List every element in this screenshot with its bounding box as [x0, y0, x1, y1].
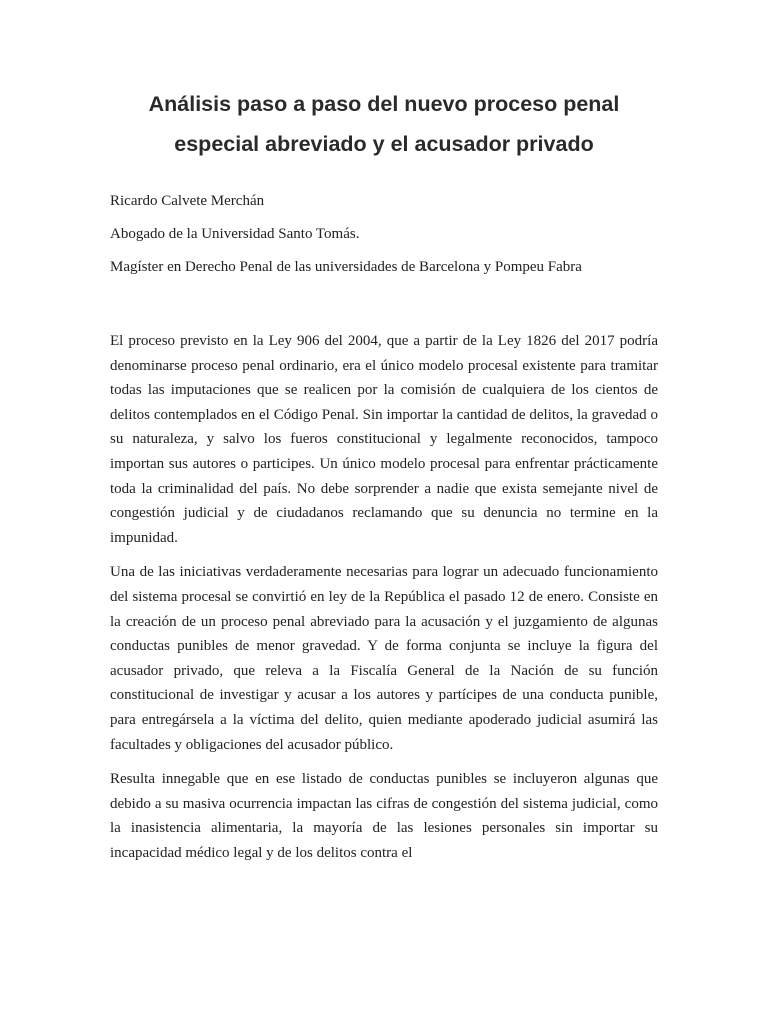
- title-line-2: especial abreviado y el acusador privado: [174, 132, 594, 156]
- body-paragraph-3: Resulta innegable que en ese listado de conductas punibles se incluyeron algunas que debido a su masiva ocurrencia impactan las cifras de congestión del sistema judicial, como la inasistencia alimentaria, la mayoría de las lesiones personales sin importar su incapacidad médico legal y de los delitos contra el: [110, 771, 658, 861]
- author-credential-2: Magíster en Derecho Penal de las universidades de Barcelona y Pompeu Fabra: [110, 259, 582, 275]
- author-name: Ricardo Calvete Merchán: [110, 193, 265, 209]
- author-credential-1: Abogado de la Universidad Santo Tomás.: [110, 226, 360, 242]
- body-paragraph-2: Una de las iniciativas verdaderamente necesarias para lograr un adecuado funcionamiento del sistema procesal se convirtió en ley de la República el pasado 12 de enero. Consiste en la creación de un proceso penal abreviado para la acusación y el juzgamiento de algunas conductas punibles de menor gravedad. Y de forma conjunta se incluye la figura del acusador privado, que releva a la Fiscalía General de la Nación de su función constitucional de investigar y acusar a los autores y partícipes de una conducta punible, para entregársela a la víctima del delito, quien mediante apoderado judicial asumirá las facultades y obligaciones del acusador público.: [110, 564, 658, 753]
- document-body: [110, 329, 658, 865]
- title-line-1: Análisis paso a paso del nuevo proceso penal: [148, 92, 620, 116]
- body-paragraph-1: El proceso previsto en la Ley 906 del 2004, que a partir de la Ley 1826 del 2017 podría denominarse proceso penal ordinario, era el único modelo procesal existente para tramitar todas las imputaciones que se realicen por la comisión de cualquiera de los cientos de delitos contemplados en el Código Penal. Sin importar la cantidad de delitos, la gravedad o su naturaleza, y salvo los fueros constitucional y legalmente reconocidos, tampoco importan sus autores o participes. Un único modelo procesal para enfrentar prácticamente toda la criminalidad del país. No debe sorprender a nadie que exista semejante nivel de congestión judicial y de ciudadanos reclamando que su denuncia no termine en la impunidad.: [110, 333, 658, 546]
- author-block: [110, 190, 658, 278]
- document-title: [110, 84, 658, 164]
